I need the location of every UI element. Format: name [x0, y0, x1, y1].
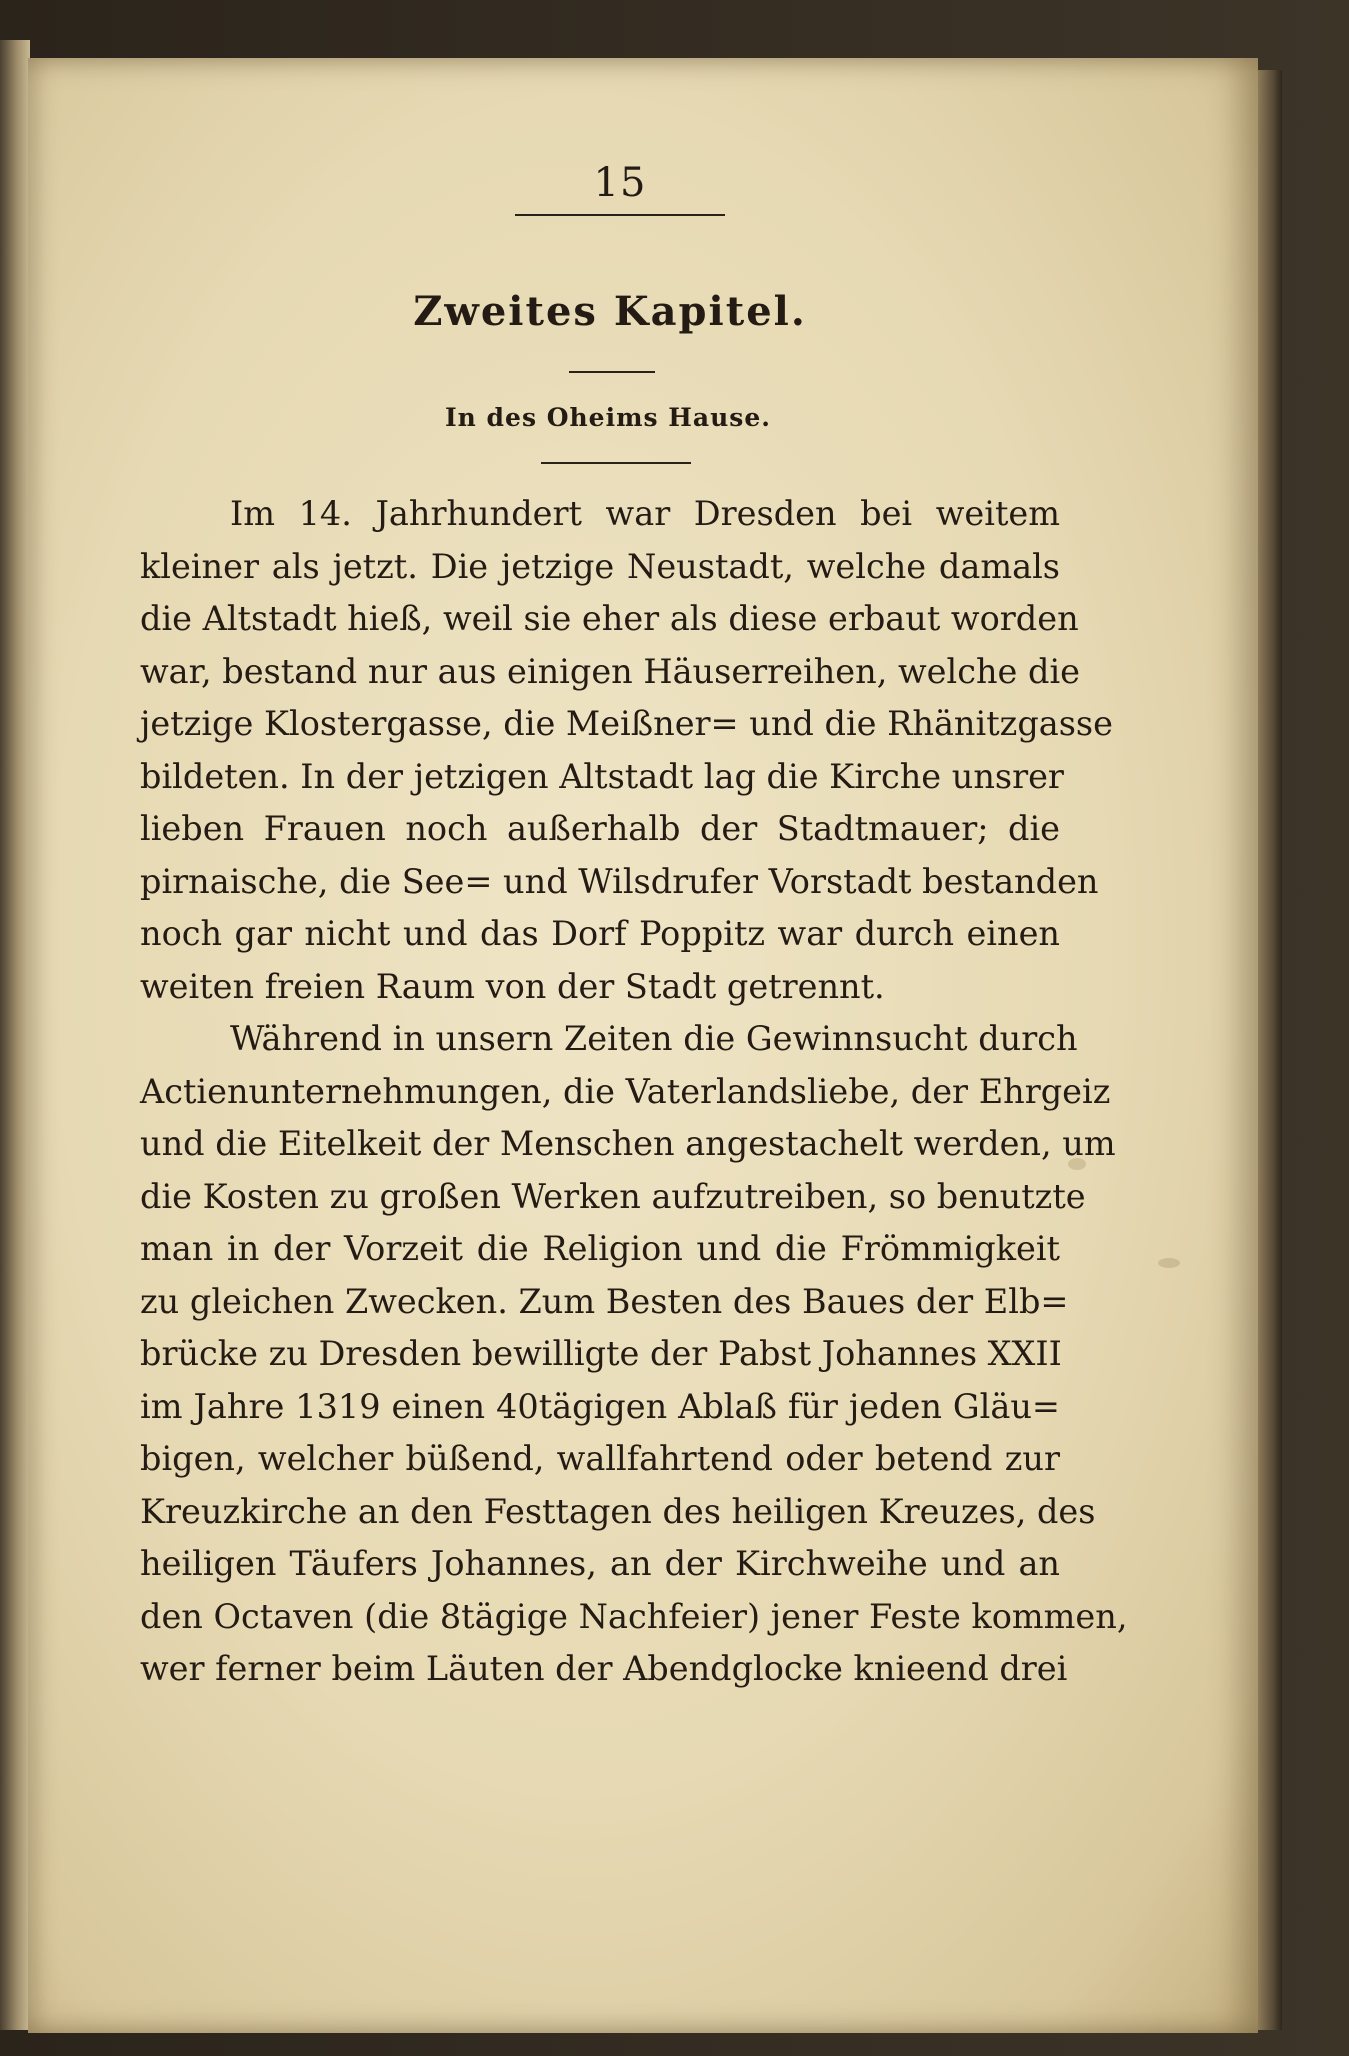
text-line: Während in unsern Zeiten die Gewinnsucht durch: [230, 1019, 1078, 1058]
text-line: die Kosten zu großen Werken aufzutreiben, so benutzte: [140, 1176, 1086, 1216]
body-text: [140, 488, 1128, 1696]
subtitle-rule: [541, 462, 691, 464]
text-line: kleiner als jetzt. Die jetzige Neustadt, welche damals: [140, 546, 1060, 586]
text-line: lieben Frauen noch außerhalb der Stadtmauer; die: [140, 809, 1060, 848]
header-rule: [515, 214, 725, 216]
text-line: bildeten. In der jetzigen Altstadt lag die Kirche unsrer: [140, 756, 1064, 796]
text-line: noch gar nicht und das Dorf Poppitz war durch einen: [140, 914, 1060, 953]
page-number: 15: [593, 160, 647, 206]
text-line: im Jahre 1319 einen 40tägigen Ablaß für jeden Gläu=: [140, 1386, 1060, 1426]
text-line: bigen, welcher büßend, wallfahrtend oder betend zur: [140, 1439, 1060, 1478]
text-line: man in der Vorzeit die Religion und die Frömmigkeit: [140, 1229, 1060, 1268]
paragraph: [140, 1013, 1128, 1696]
text-line: wer ferner beim Läuten der Abendglocke knieend drei: [140, 1649, 1068, 1688]
ink-stain: [1158, 1258, 1180, 1268]
title-rule: [569, 371, 655, 373]
chapter-subtitle: In des Oheims Hause.: [444, 403, 771, 432]
text-line: jetzige Klostergasse, die Meißner= und die Rhänitzgasse: [140, 704, 1113, 743]
page-content: [140, 160, 1128, 1696]
text-line: pirnaische, die See= und Wilsdrufer Vorstadt bestanden: [140, 861, 1099, 901]
paragraph: [140, 488, 1113, 1013]
text-line: Actienunternehmungen, die Vaterlandsliebe, der Ehrgeiz: [140, 1071, 1111, 1111]
previous-page-edge: [0, 40, 30, 2030]
text-line: den Octaven (die 8tägige Nachfeier) jener Feste kommen,: [140, 1596, 1128, 1636]
text-line: Kreuzkirche an den Festtagen des heiligen Kreuzes, des: [140, 1491, 1096, 1531]
chapter-title: Zweites Kapitel.: [413, 288, 807, 335]
text-line: brücke zu Dresden bewilligte der Pabst Johannes XXII: [140, 1334, 1062, 1373]
text-line: Im 14. Jahrhundert war Dresden bei weitem: [230, 494, 1060, 533]
text-line: war, bestand nur aus einigen Häuserreihen, welche die: [140, 651, 1080, 691]
text-line: und die Eitelkeit der Menschen angestachelt werden, um: [140, 1124, 1116, 1163]
page-edge-right: [1258, 70, 1282, 2030]
text-line: weiten freien Raum von der Stadt getrennt.: [140, 966, 885, 1006]
text-line: die Altstadt hieß, weil sie eher als diese erbaut worden: [140, 599, 1079, 638]
text-line: zu gleichen Zwecken. Zum Besten des Baues der Elb=: [140, 1281, 1069, 1321]
text-line: heiligen Täufers Johannes, an der Kirchweihe und an: [140, 1544, 1060, 1583]
